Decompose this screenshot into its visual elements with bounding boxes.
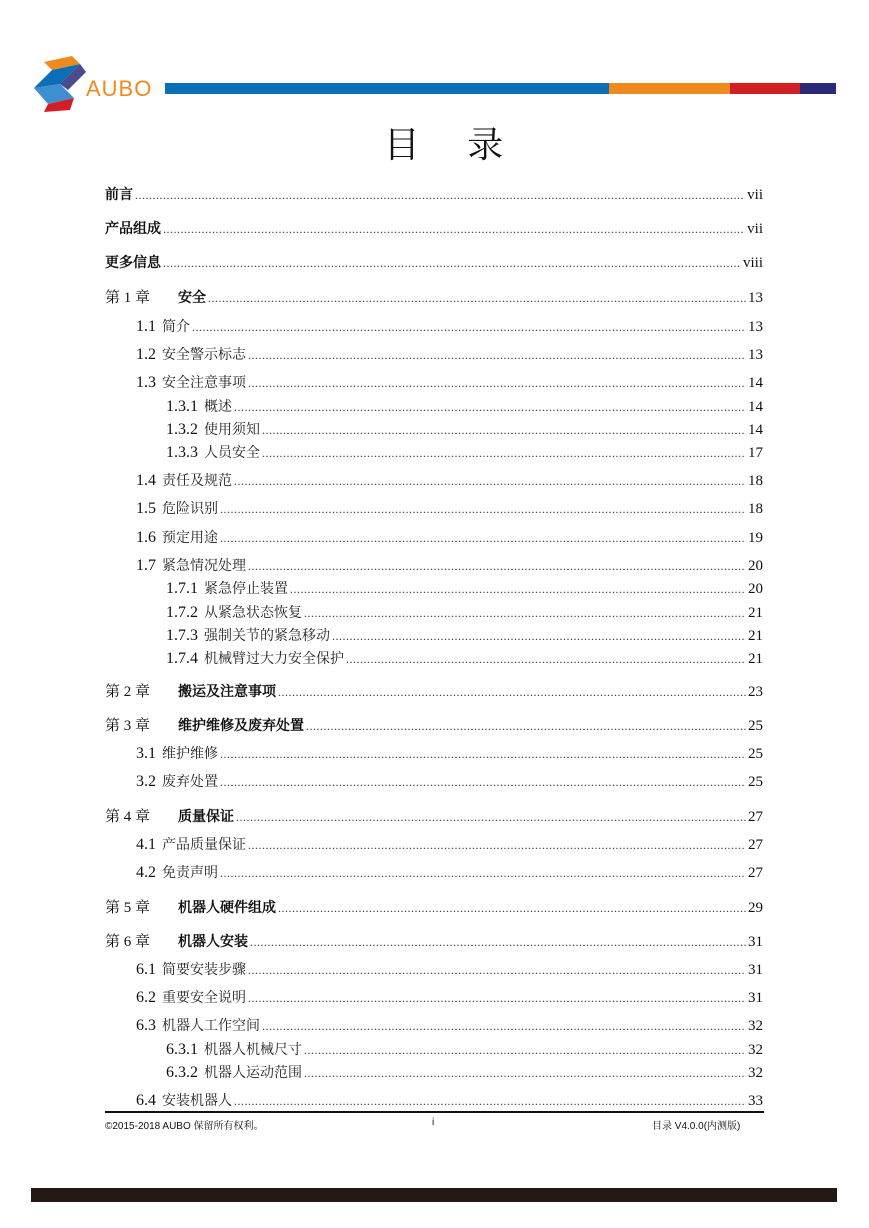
toc-entry-page: 14 <box>748 375 763 391</box>
page-title: 目 录 <box>383 125 522 166</box>
toc-entry[interactable] <box>166 398 763 416</box>
toc-entry-page: 27 <box>748 865 763 881</box>
toc-entry-number: 6.1 <box>136 961 156 978</box>
toc-leader-dots <box>220 864 746 882</box>
toc-entry[interactable] <box>105 289 763 307</box>
toc-entry-page: 31 <box>748 962 763 978</box>
toc-entry-label: 搬运及注意事项 <box>178 684 277 700</box>
toc-entry-number: 第 1 章 <box>105 290 151 306</box>
toc-entry[interactable] <box>136 745 763 763</box>
toc-entry[interactable] <box>136 529 763 547</box>
toc-entry[interactable] <box>105 899 763 917</box>
toc-entry-page: 23 <box>748 684 763 700</box>
toc-entry-page: 32 <box>748 1018 763 1034</box>
toc-entry-label: 预定用途 <box>162 530 218 546</box>
toc-entry-label: 更多信息 <box>105 255 161 271</box>
toc-entry-page: 32 <box>748 1042 763 1058</box>
toc-entry-label: 维护维修及废弃处置 <box>178 718 305 734</box>
toc-entry[interactable] <box>105 186 763 204</box>
toc-entry-number: 1.3 <box>136 374 156 391</box>
toc-leader-dots <box>234 1092 746 1110</box>
toc-entry-number: 6.2 <box>136 989 156 1006</box>
toc-leader-dots <box>220 529 746 547</box>
toc-leader-dots <box>248 836 746 854</box>
toc-entry-label: 使用须知 <box>204 422 260 438</box>
toc-leader-dots <box>262 1017 746 1035</box>
toc-entry[interactable] <box>136 1092 763 1110</box>
toc-leader-dots <box>278 899 746 917</box>
toc-entry-number: 第 4 章 <box>105 809 151 825</box>
aubo-logo-icon <box>30 54 90 112</box>
toc-entry-page: 27 <box>748 809 763 825</box>
toc-entry-label: 产品质量保证 <box>162 837 246 853</box>
toc-leader-dots <box>234 472 746 490</box>
toc-entry-number: 6.3.1 <box>166 1041 198 1058</box>
toc-entry-number: 1.7.3 <box>166 627 198 644</box>
toc-entry-label: 紧急情况处理 <box>162 558 246 574</box>
toc-entry-number: 第 2 章 <box>105 684 151 700</box>
toc-entry-page: 32 <box>748 1065 763 1081</box>
toc-entry-label: 机械臂过大力安全保护 <box>204 651 344 667</box>
toc-leader-dots <box>250 933 746 951</box>
toc-entry-number: 1.6 <box>136 529 156 546</box>
toc-entry[interactable] <box>136 500 763 518</box>
toc-entry-label: 责任及规范 <box>162 473 232 489</box>
toc-entry-page: 21 <box>748 605 763 621</box>
toc-entry-label: 维护维修 <box>162 746 218 762</box>
toc-entry[interactable] <box>136 961 763 979</box>
toc-leader-dots <box>290 580 746 598</box>
toc-entry-label: 紧急停止装置 <box>204 581 288 597</box>
toc-leader-dots <box>208 289 746 307</box>
toc-entry-page: 33 <box>748 1093 763 1109</box>
toc-leader-dots <box>248 346 746 364</box>
toc-entry-label: 废弃处置 <box>162 774 218 790</box>
toc-entry-page: 25 <box>748 718 763 734</box>
toc-entry-page: 18 <box>748 473 763 489</box>
toc-entry[interactable] <box>136 1017 763 1035</box>
toc-leader-dots <box>278 683 746 701</box>
toc-entry-page: 13 <box>748 290 763 306</box>
footer-doc-version: 目录 V4.0.0(内测版) <box>652 1121 741 1132</box>
toc-entry-label: 机器人机械尺寸 <box>204 1042 302 1058</box>
toc-entry[interactable] <box>166 650 763 668</box>
toc-entry-label: 产品组成 <box>105 221 161 237</box>
toc-entry-number: 第 5 章 <box>105 900 151 916</box>
toc-entry-label: 概述 <box>204 399 232 415</box>
toc-entry-page: 13 <box>748 347 763 363</box>
toc-entry-number: 3.2 <box>136 773 156 790</box>
toc-entry-number: 第 6 章 <box>105 934 151 950</box>
toc-entry[interactable] <box>136 557 763 575</box>
toc-entry-label: 简要安装步骤 <box>162 962 246 978</box>
toc-entry-number: 1.1 <box>136 318 156 335</box>
toc-leader-dots <box>192 318 746 336</box>
toc-entry-number: 1.7.1 <box>166 580 198 597</box>
toc-entry-number: 第 3 章 <box>105 718 151 734</box>
toc-entry-number: 1.3.2 <box>166 421 198 438</box>
toc-entry-number: 1.5 <box>136 500 156 517</box>
toc-entry[interactable] <box>105 808 763 826</box>
toc-entry-number: 1.7.4 <box>166 650 198 667</box>
toc-entry-label: 安全 <box>178 290 207 306</box>
toc-leader-dots <box>220 773 746 791</box>
toc-leader-dots <box>220 500 746 518</box>
toc-entry-page: 20 <box>748 558 763 574</box>
toc-entry[interactable] <box>166 444 763 462</box>
toc-entry-page: 27 <box>748 837 763 853</box>
toc-entry-page: 21 <box>748 628 763 644</box>
toc-entry[interactable] <box>136 989 763 1007</box>
toc-entry-page: 25 <box>748 746 763 762</box>
toc-entry-number: 1.3.1 <box>166 398 198 415</box>
toc-leader-dots <box>135 186 745 204</box>
toc-entry-label: 重要安全说明 <box>162 990 246 1006</box>
toc-entry-page: vii <box>747 187 763 203</box>
toc-leader-dots <box>304 604 746 622</box>
toc-entry-number: 3.1 <box>136 745 156 762</box>
toc-entry-label: 前言 <box>105 187 133 203</box>
toc-entry[interactable] <box>136 318 763 336</box>
toc-leader-dots <box>248 374 746 392</box>
toc-leader-dots <box>248 989 746 1007</box>
toc-entry[interactable] <box>166 1064 763 1082</box>
toc-entry-label: 从紧急状态恢复 <box>204 605 302 621</box>
toc-entry-page: 20 <box>748 581 763 597</box>
footer-copyright: ©2015-2018 AUBO 保留所有权利。 <box>105 1121 264 1132</box>
toc-entry-page: 31 <box>748 990 763 1006</box>
toc-entry-page: 13 <box>748 319 763 335</box>
toc-entry-label: 机器人工作空间 <box>162 1018 260 1034</box>
toc-leader-dots <box>236 808 746 826</box>
toc-entry[interactable] <box>166 627 763 645</box>
toc-entry[interactable] <box>105 933 763 951</box>
toc-entry-label: 人员安全 <box>204 445 260 461</box>
toc-entry-page: 29 <box>748 900 763 916</box>
toc-entry-page: 19 <box>748 530 763 546</box>
toc-leader-dots <box>262 444 746 462</box>
toc-entry[interactable] <box>105 717 763 735</box>
toc-leader-dots <box>163 220 745 238</box>
toc-entry-label: 危险识别 <box>162 501 218 517</box>
toc-entry-number: 6.4 <box>136 1092 156 1109</box>
toc-entry[interactable] <box>105 220 763 238</box>
toc-entry-label: 免责声明 <box>162 865 218 881</box>
toc-entry-number: 4.1 <box>136 836 156 853</box>
toc-entry-page: 31 <box>748 934 763 950</box>
toc-entry-page: 17 <box>748 445 763 461</box>
toc-entry-page: 21 <box>748 651 763 667</box>
toc-entry-page: 14 <box>748 422 763 438</box>
toc-entry[interactable] <box>166 604 763 622</box>
toc-entry[interactable] <box>105 254 763 272</box>
toc-entry[interactable] <box>105 683 763 701</box>
toc-entry-number: 6.3 <box>136 1017 156 1034</box>
toc-entry-number: 1.7.2 <box>166 604 198 621</box>
toc-entry-label: 机器人硬件组成 <box>178 900 277 916</box>
footer-page-number: i <box>432 1117 435 1128</box>
toc-entry[interactable] <box>136 864 763 882</box>
bottom-bar <box>31 1188 837 1202</box>
toc-entry[interactable] <box>166 421 763 439</box>
toc-entry-page: 25 <box>748 774 763 790</box>
toc-leader-dots <box>163 254 741 272</box>
toc-leader-dots <box>234 398 746 416</box>
toc-entry-number: 1.2 <box>136 346 156 363</box>
logo-wordmark: AUBO <box>86 76 153 101</box>
toc-entry-label: 安全警示标志 <box>162 347 246 363</box>
header-color-stripes <box>165 83 836 94</box>
toc-entry-page: 18 <box>748 501 763 517</box>
toc-entry-number: 1.3.3 <box>166 444 198 461</box>
toc-entry[interactable] <box>136 346 763 364</box>
toc-entry[interactable] <box>166 580 763 598</box>
toc-entry-label: 简介 <box>162 319 190 335</box>
toc-entry[interactable] <box>166 1041 763 1059</box>
toc-entry[interactable] <box>136 773 763 791</box>
toc-entry-label: 安全注意事项 <box>162 375 246 391</box>
toc-leader-dots <box>332 627 746 645</box>
toc-leader-dots <box>304 1041 746 1059</box>
toc-leader-dots <box>304 1064 746 1082</box>
toc-leader-dots <box>346 650 746 668</box>
toc-leader-dots <box>248 557 746 575</box>
toc-entry-number: 1.7 <box>136 557 156 574</box>
toc-entry-page: vii <box>747 221 763 237</box>
toc-entry-label: 机器人运动范围 <box>204 1065 302 1081</box>
toc-leader-dots <box>220 745 746 763</box>
toc-leader-dots <box>262 421 746 439</box>
toc-entry-number: 4.2 <box>136 864 156 881</box>
toc-entry-label: 机器人安装 <box>178 934 249 950</box>
toc-leader-dots <box>248 961 746 979</box>
toc-entry-number: 6.3.2 <box>166 1064 198 1081</box>
toc-entry[interactable] <box>136 472 763 490</box>
toc-entry[interactable] <box>136 836 763 854</box>
toc-entry-label: 强制关节的紧急移动 <box>204 628 330 644</box>
toc-entry-label: 安装机器人 <box>162 1093 232 1109</box>
toc-entry-label: 质量保证 <box>178 809 235 825</box>
toc-entry-page: 14 <box>748 399 763 415</box>
toc-entry-number: 1.4 <box>136 472 156 489</box>
toc-entry-page: viii <box>742 255 763 271</box>
toc-leader-dots <box>306 717 746 735</box>
toc-entry[interactable] <box>136 374 763 392</box>
footer-rule <box>105 1111 764 1113</box>
